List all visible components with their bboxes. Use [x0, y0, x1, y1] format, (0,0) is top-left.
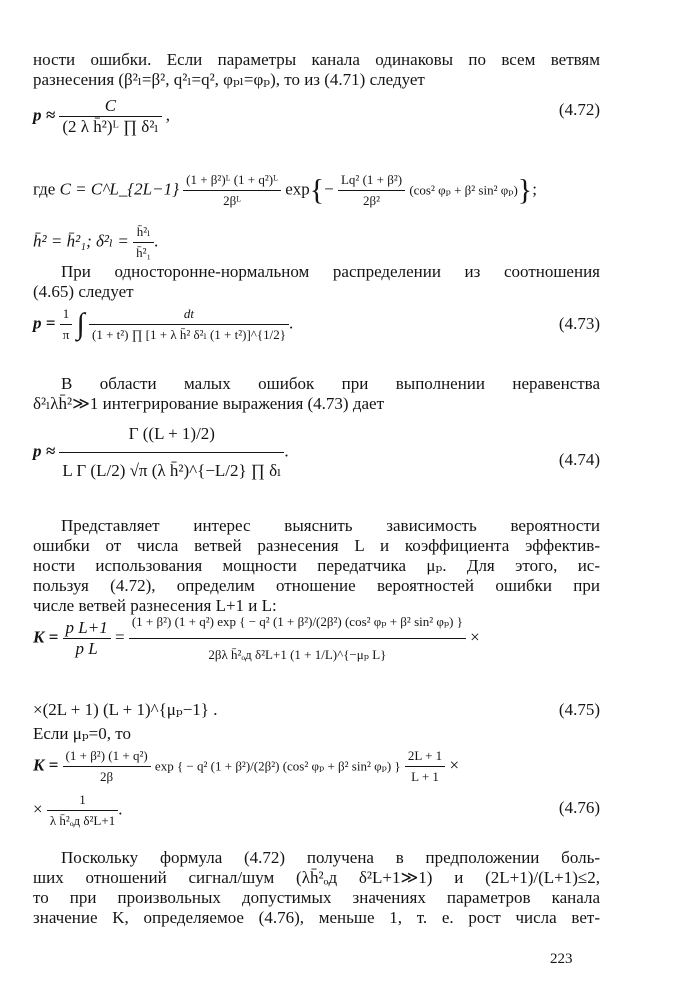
- text-line: значение K, определяемое (4.76), меньше 1, т. е. рост числа вет-: [33, 908, 600, 927]
- fraction-numerator: Lq² (1 + β²): [340, 172, 403, 187]
- fraction-denominator: h̄²₁: [133, 242, 154, 263]
- fraction-denominator: p L: [63, 638, 111, 659]
- fraction: [183, 170, 281, 211]
- text-line: При односторонне-нормальном распределении из соотношения: [61, 262, 600, 281]
- fraction-numerator: h̄²ₗ: [136, 224, 151, 239]
- text-line: ших отношений сигнал/шум (λh̄²ₒд δ²L+1≫1) и (2L+1)/(L+1)≤2,: [33, 868, 600, 887]
- text-line: ности использования мощности передатчика μₚ. Для этого, ис-: [33, 556, 600, 575]
- text-line: то при произвольных допустимых значениях параметров канала: [33, 888, 600, 907]
- fraction-denominator: (1 + t²) ∏ [1 + λ h̄² δ²ₗ (1 + t²)]^{1/2}: [89, 324, 289, 345]
- fraction: [59, 96, 161, 137]
- text-line: ошибки от числа ветвей разнесения L и коэффициента эффектив-: [33, 536, 600, 555]
- fraction-numerator: C: [104, 96, 117, 115]
- fraction-denominator: (2 λ h̄²)ᴸ ∏ δ²ₗ: [59, 116, 161, 137]
- text-line: δ²ₗλh̄²≫1 интегрирование выражения (4.73) дает: [33, 394, 385, 413]
- equation-term: exp { − q² (1 + β²)/(2β²) (cos² φₚ + β² sin² φₚ) }: [154, 758, 401, 774]
- fraction-denominator: 2β²: [338, 190, 405, 211]
- fraction-numerator: 2L + 1: [407, 748, 443, 763]
- equation-4-75: K = $\frac{\text{p L+1}}{\text{p L}}$ = (1 + β²) (1 + q²) exp { − q² (1 + β²)/(2β²) (cos² φₚ + β² sin² φₚ) } 2βλ h̄²ₒд δ²L+1 (1 + 1/L)^{−μₚ L} ×: [33, 612, 600, 665]
- where-label: где: [33, 179, 56, 199]
- equation-lhs: p =: [33, 313, 56, 333]
- intro-paragraph: [33, 50, 600, 90]
- equation-h-definition: h̄² = h̄²₁; δ²ₗ = $\frac{\text{h̄²ₗ}}{\text{h̄²₁}}$ .: [33, 222, 600, 263]
- equation-4-75-continuation: [33, 700, 600, 720]
- fraction: [338, 170, 405, 211]
- fraction-numerator: Γ ((L + 1)/2): [128, 424, 215, 443]
- fraction-denominator: 2βᴸ: [183, 190, 281, 211]
- fraction-denominator: λ h̄²ₒд δ²L+1: [47, 810, 118, 831]
- page-number: 223: [550, 951, 573, 967]
- fraction: [405, 746, 445, 787]
- fraction: [63, 746, 151, 787]
- fraction-numerator: p L+1: [65, 618, 108, 637]
- fraction: [63, 618, 111, 659]
- fraction-denominator: 2βλ h̄²ₒд δ²L+1 (1 + 1/L)^{−μₚ L}: [129, 638, 466, 665]
- fraction-numerator: (1 + β²) (1 + q²): [65, 748, 148, 763]
- text-line: числе ветвей разнесения L+1 и L:: [33, 596, 277, 615]
- fraction-denominator: L + 1: [405, 766, 445, 787]
- fraction-denominator: L Γ (L/2) √π (λ h̄²)^{−L/2} ∏ δₗ: [59, 452, 284, 481]
- text-line: Если μₚ=0, то: [33, 724, 131, 743]
- text-line: ности ошибки. Если параметры канала одинаковы по всем ветвям: [33, 50, 600, 69]
- fraction-numerator: (1 + β²) (1 + q²) exp { − q² (1 + β²)/(2β²) (cos² φₚ + β² sin² φₚ) }: [131, 614, 463, 629]
- text-line: В области малых ошибок при выполнении неравенства: [61, 374, 600, 393]
- equation-term: h̄² = h̄²₁; δ²ₗ =: [33, 231, 129, 251]
- equation-term: ×(2L + 1) (L + 1)^{μₚ−1} .: [33, 700, 218, 719]
- equation-lhs: p ≈: [33, 441, 56, 461]
- paragraph: [33, 262, 600, 302]
- equation-lhs: C = C^L_{2L−1}: [59, 179, 179, 199]
- fraction-numerator: (1 + β²)ᴸ (1 + q²)ᴸ: [186, 172, 278, 187]
- equation-lhs: K =: [33, 627, 59, 647]
- fraction-denominator: π: [60, 324, 73, 345]
- equation-number: (4.76): [558, 798, 600, 817]
- text-line: (4.65) следует: [33, 282, 134, 301]
- text-line: Поскольку формула (4.72) получена в предположении боль-: [61, 848, 600, 867]
- text-line: Представляет интерес выяснить зависимость вероятности: [61, 516, 600, 535]
- text-line: пользуя (4.72), определим отношение вероятностей ошибки при: [33, 576, 600, 595]
- fraction: [59, 424, 284, 481]
- fraction: [60, 304, 73, 345]
- text-line: разнесения (β²ₗ=β², q²ₗ=q², φₚₗ=φₚ), то из (4.71) следует: [33, 70, 425, 89]
- equation-4-76: K = $\frac{\text{(1 + β²) (1 + q²)}}{2\beta}$ exp { − q² (1 + β²)/(2β²) (cos² φₚ + β² sin² φₚ) } $\frac{2L + 1}{L + 1}$ ×: [33, 746, 600, 787]
- equation-lhs: p ≈: [33, 105, 56, 125]
- fraction: [47, 790, 118, 831]
- integral-icon: ∫: [76, 307, 85, 341]
- fraction-numerator: dt: [183, 306, 195, 321]
- equation-lhs: K =: [33, 755, 59, 775]
- equation-4-72: p ≈ $\frac{C}{\text{(2 λ h̄²)ᴸ ∏ δ²ₗ}}$ ,: [33, 96, 171, 136]
- equation-4-76-continuation: × $\frac{1}{\text{λ h̄²ₒд δ²L+1}}$ .: [33, 790, 600, 831]
- equation-4-74: p ≈ $\frac{\Gamma ((L + 1)/2)}{\text{L Γ (L/2) √π (λ h̄²)\textasciicircum{}\{−L/2\} ∏ δₗ}}$ .: [33, 424, 289, 480]
- equation-number: (4.75): [558, 700, 600, 719]
- equation-number: (4.74): [558, 450, 600, 469]
- paragraph: [33, 848, 600, 928]
- fraction-numerator: 1: [79, 792, 86, 807]
- equation-c-definition: где C = C^L_{2L−1} $\frac{\text{(1 + β²)ᴸ (1 + q²)ᴸ}}{\text{2βᴸ}}$ exp{− $\frac{\text{Lq² (1 + β²)}}{\text{2β²}}$ (cos² φₚ + β² sin² φₚ)};: [33, 170, 600, 211]
- fraction-denominator: 2β: [63, 766, 151, 787]
- paragraph: [33, 516, 600, 616]
- equation-number: (4.72): [558, 100, 600, 119]
- equation-term: (cos² φₚ + β² sin² φₚ): [409, 182, 518, 198]
- equation-number: (4.73): [558, 314, 600, 333]
- fraction: [89, 304, 289, 345]
- paragraph: [33, 374, 600, 414]
- fraction-numerator: 1: [62, 306, 70, 321]
- fraction: [129, 612, 466, 665]
- fraction: [133, 222, 154, 263]
- condition-line: [33, 724, 600, 744]
- equation-4-73: p = $\frac{1}{\pi}$ ∫ $\frac{dt}{\text{(1 + t²) ∏ [1 + λ h̄² δ²ₗ (1 + t²)]\textasciicircum{}\{1/2\}}}$ .: [33, 304, 600, 345]
